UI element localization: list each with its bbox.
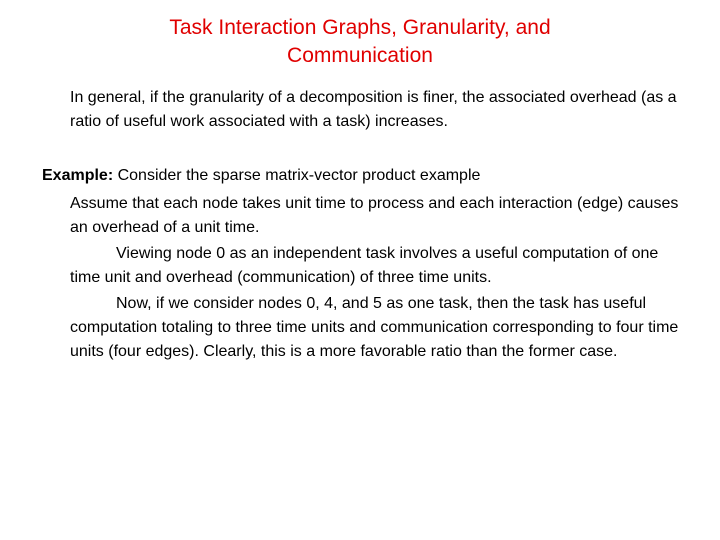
title-line-2: Communication bbox=[287, 44, 433, 67]
viewing-paragraph bbox=[0, 242, 720, 290]
now-paragraph bbox=[0, 292, 720, 364]
example-paragraph bbox=[0, 164, 720, 188]
intro-paragraph: In general, if the granularity of a decomposition is finer, the associated overhead (as a ratio of useful work associated with a task) increases. bbox=[70, 89, 677, 130]
assume-paragraph: Assume that each node takes unit time to process and each interaction (edge) causes an overhead of a unit time. bbox=[70, 195, 679, 236]
slide-body bbox=[0, 86, 720, 364]
viewing-text: Viewing node 0 as an independent task involves a useful computation of one time unit and overhead (communication) of three time units. bbox=[70, 245, 659, 286]
example-text: Consider the sparse matrix-vector product example bbox=[113, 167, 481, 184]
title-line-1: Task Interaction Graphs, Granularity, and bbox=[169, 16, 551, 39]
slide-title bbox=[0, 14, 720, 70]
example-label: Example: bbox=[42, 167, 114, 184]
now-text: Now, if we consider nodes 0, 4, and 5 as one task, then the task has useful computation totaling to three time units and communication corresponding to four time units (four edges). Clearly, this is a more favorable ratio than the former case. bbox=[70, 295, 679, 360]
